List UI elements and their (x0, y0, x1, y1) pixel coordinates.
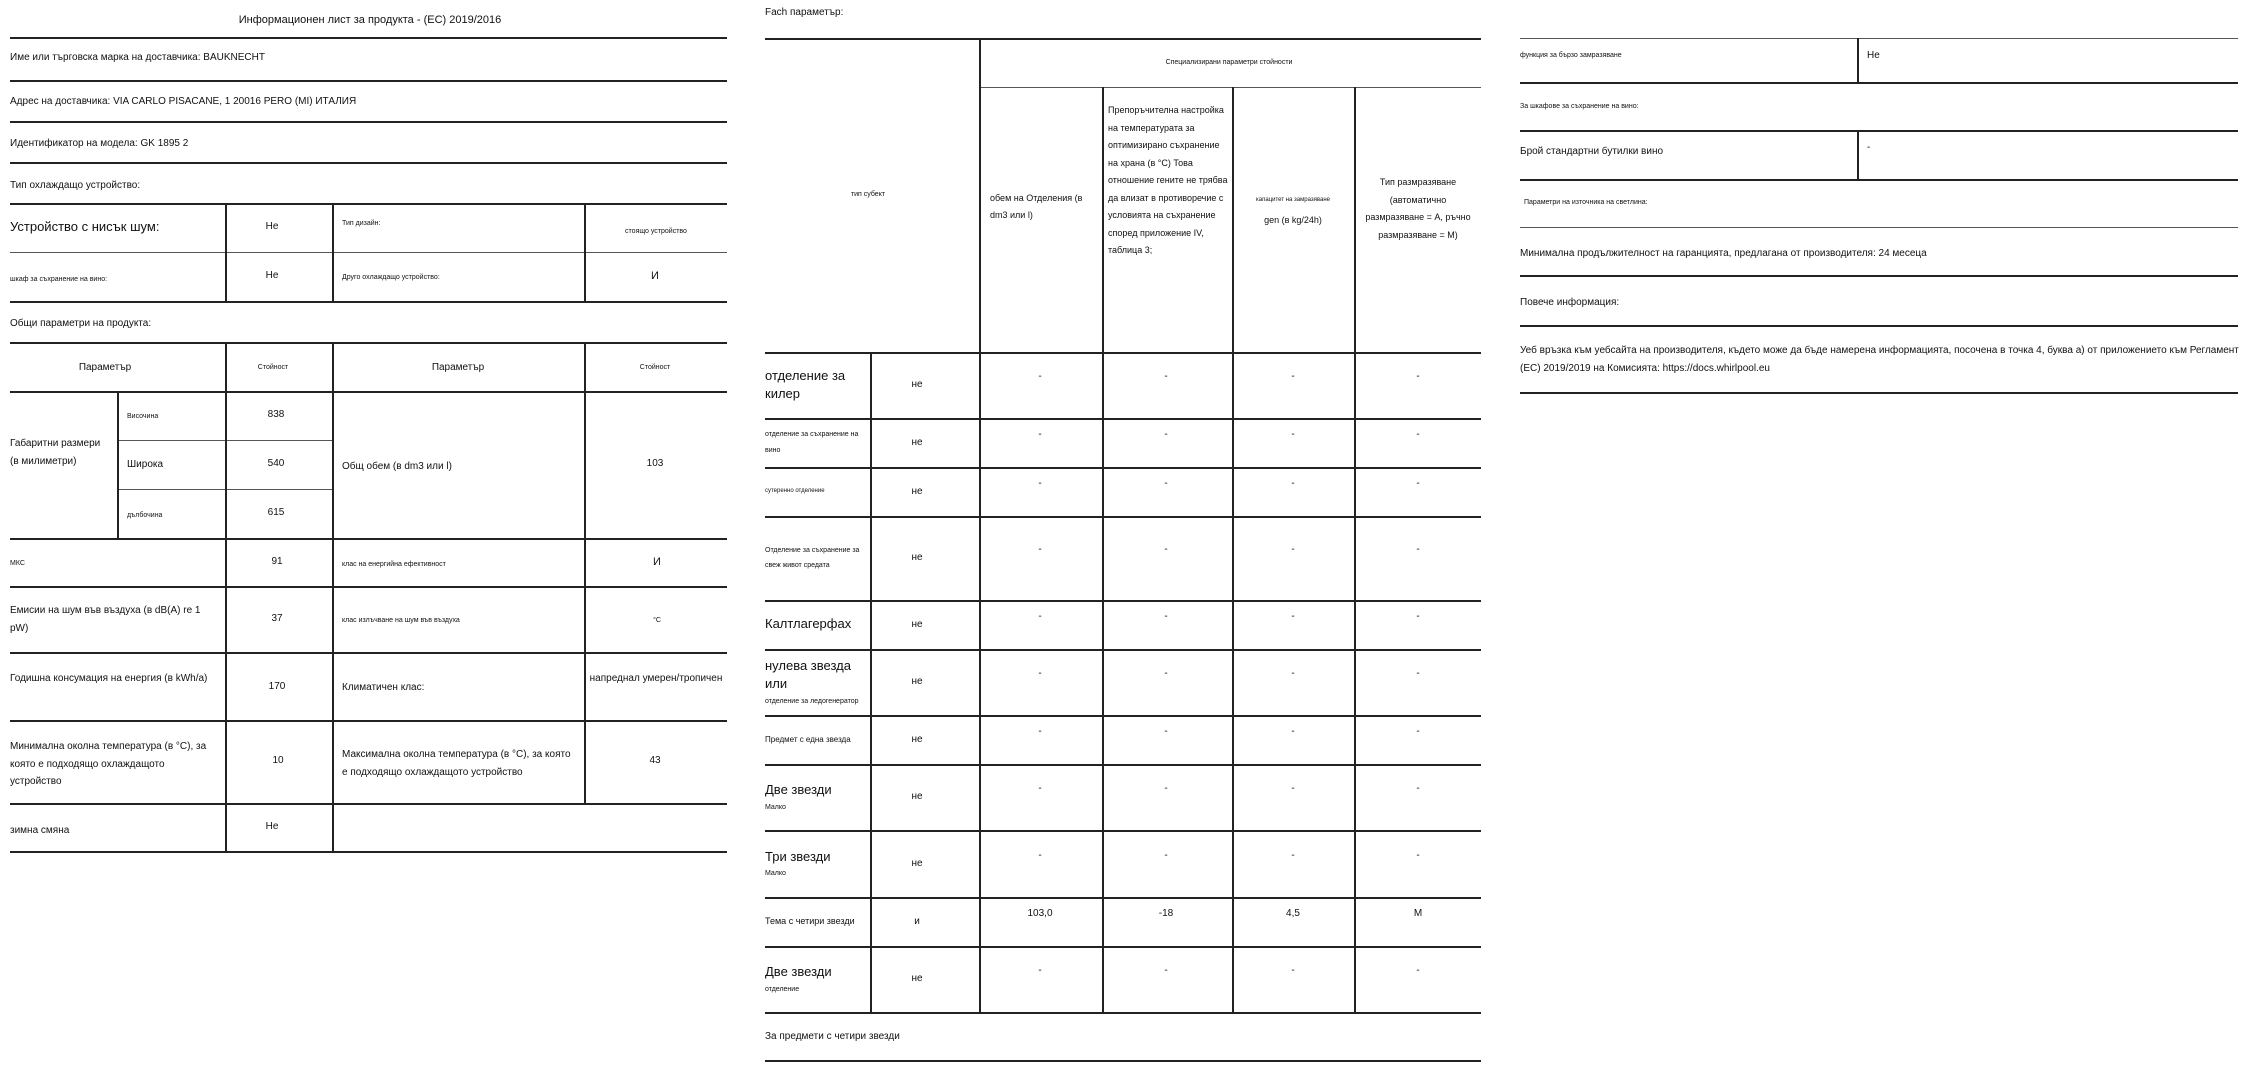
divider (1232, 87, 1234, 1012)
compartment-defrost: - (1416, 610, 1420, 622)
compartment-volume: - (1038, 965, 1042, 976)
wine-bottles-value: - (1867, 142, 1871, 153)
header-special-params: Специализирани параметри стойности (1165, 59, 1293, 66)
divider (765, 600, 1481, 602)
divider (1857, 130, 1859, 179)
header-freeze-capacity-small: капацитет на замразяване (1256, 197, 1330, 203)
supplier-name: Име или търговска марка на доставчика: BAUKNECHT (10, 52, 265, 63)
compartment-name: отделение за съхранение на вино (765, 431, 859, 454)
divider (1520, 179, 2238, 181)
divider (332, 203, 334, 301)
compartment-present: не (911, 379, 923, 390)
noise-class-label: клас излъчване на шум във въздуха (342, 617, 460, 624)
compartment-freeze: - (1291, 668, 1295, 679)
divider (765, 38, 1481, 40)
compartment-temp: - (1164, 610, 1168, 622)
compartment-defrost: - (1416, 477, 1420, 489)
divider (225, 203, 227, 301)
divider (1520, 325, 2238, 327)
divider (765, 897, 1481, 899)
header-parameter-2: Параметър (431, 362, 485, 373)
wine-bottles-label: Брой стандартни бутилки вино (1520, 146, 1664, 157)
header-temperature: Препоръчителна настройка на температурата за оптимизирано съхранение на храна (в °C) Това отношение гените не трябва да влизат в противоречие с условията на съхранение според приложение IV, таблица 3; (1108, 105, 1228, 256)
fast-freeze-value: Не (1867, 50, 1880, 61)
compartment-defrost: - (1416, 428, 1420, 440)
type-heading: Тип охлаждащо устройство: (10, 180, 141, 191)
compartment-defrost: - (1416, 371, 1420, 382)
compartment-temp: - (1164, 783, 1168, 794)
noise-emission-label: Емисии на шум във въздуха (в dB(A) re 1 pW) (10, 605, 201, 634)
min-temp-label: Минимална околна температура (в °C), за която е подходящо охлаждащото устройство (10, 741, 207, 787)
divider (10, 80, 727, 82)
divider (1102, 87, 1104, 1012)
divider (765, 1060, 1481, 1062)
compartment-subname: отделение за ледогенератор (765, 697, 859, 705)
compartment-name: Три звезди (765, 848, 831, 864)
compartment-name: сутеренно отделение (765, 487, 825, 494)
compartment-name-cell (765, 717, 869, 762)
divider (10, 803, 727, 805)
compartment-present: не (911, 973, 923, 984)
compartment-freeze: - (1291, 371, 1295, 382)
four-star-note: За предмети с четири звезди (765, 1031, 900, 1042)
light-source-heading: Параметри на източника на светлина: (1524, 199, 1648, 206)
compartment-present: и (914, 915, 920, 927)
compartment-temp: -18 (1158, 907, 1174, 919)
total-volume-value: 103 (646, 458, 664, 469)
divider (10, 652, 727, 654)
compartment-name-cell (765, 766, 869, 828)
depth-value: 615 (267, 507, 285, 518)
compartment-volume: - (1038, 610, 1042, 622)
compartment-name-cell (765, 469, 869, 514)
compartment-subname: отделение (765, 985, 800, 993)
other-device-value: И (651, 270, 659, 282)
compartment-volume: - (1038, 725, 1042, 737)
compartment-freeze: - (1291, 849, 1295, 861)
wine-cabinets-heading: За шкафове за съхранение на вино: (1520, 103, 1639, 110)
compartment-name-cell (765, 420, 869, 465)
winter-switch-value: Не (265, 821, 279, 832)
divider (1520, 275, 2238, 277)
manufacturer-web-link[interactable]: Уеб връзка към уебсайта на производителя, където може да бъде намерена информацията, посочена в точка 4, буква а) от приложението към Регламент (ЕС) 2019/2019 на Комисията: https://docs.whirlpool.eu (1520, 345, 2239, 374)
energy-class-value: И (653, 556, 661, 568)
compartment-name: отделение за килер (765, 367, 846, 401)
climate-class-value: напреднал умерен/тропичен (589, 673, 723, 684)
divider (584, 203, 586, 301)
more-info-heading: Повече информация: (1520, 297, 1620, 308)
compartment-volume: - (1038, 544, 1042, 555)
compartment-defrost: - (1416, 668, 1420, 679)
divider (332, 342, 334, 851)
divider (1520, 130, 2238, 132)
winter-switch-label: зимна смяна (10, 825, 70, 836)
divider (1857, 38, 1859, 82)
annual-energy-value: 170 (268, 681, 286, 692)
eei-label: МКС (10, 560, 25, 567)
low-noise-label: Устройство с нисък шум: (10, 219, 160, 234)
compartment-volume: - (1038, 428, 1042, 440)
height-label: Височина (127, 413, 159, 420)
divider (10, 162, 727, 164)
compartment-volume: - (1038, 477, 1042, 489)
divider (10, 538, 727, 540)
divider (765, 467, 1481, 469)
divider (10, 720, 727, 722)
compartment-defrost: M (1413, 907, 1423, 919)
max-temp-value: 43 (649, 755, 661, 766)
divider (1520, 227, 2238, 228)
noise-class-value: °C (653, 617, 661, 624)
compartment-temp: - (1164, 965, 1168, 976)
compartment-present: не (911, 436, 923, 448)
compartment-freeze: - (1291, 610, 1295, 622)
compartment-defrost: - (1416, 544, 1420, 555)
supplier-address: Адрес на доставчика: VIA CARLO PISACANE, 1 20016 PERO (MI) ИТАЛИЯ (10, 96, 357, 107)
divider (1520, 392, 2238, 394)
divider (765, 649, 1481, 651)
noise-emission-value: 37 (271, 613, 283, 624)
compartment-present: не (911, 676, 923, 687)
max-temp-label: Максимална околна температура (в °C), за която е подходящо охлаждащото устройство (342, 749, 571, 778)
compartment-defrost: - (1416, 849, 1420, 861)
header-value: Стойност (257, 364, 289, 371)
compartment-name: Тема с четири звезди (765, 915, 855, 926)
compartment-present: не (911, 618, 923, 630)
width-label: Широка (127, 459, 164, 470)
compartment-temp: - (1164, 477, 1168, 489)
compartment-name-cell (765, 948, 869, 1010)
header-value-2: Стойност (639, 364, 671, 371)
compartment-freeze: - (1291, 783, 1295, 794)
divider (765, 715, 1481, 717)
climate-class-label: Климатичен клас: (342, 682, 425, 693)
divider (10, 586, 727, 588)
compartment-subname: Малко (765, 803, 786, 811)
compartment-temp: - (1164, 849, 1168, 861)
width-value: 540 (267, 458, 285, 469)
fast-freeze-label: функция за бързо замразяване (1520, 52, 1622, 59)
compartment-freeze: 4,5 (1286, 907, 1300, 919)
divider (10, 37, 727, 39)
compartment-temp: - (1164, 371, 1168, 382)
compartment-freeze: - (1291, 428, 1295, 440)
low-noise-value: Не (265, 221, 279, 232)
compartment-defrost: - (1416, 783, 1420, 794)
compartment-present: не (911, 791, 923, 802)
compartment-freeze: - (1291, 965, 1295, 976)
divider (10, 851, 727, 853)
compartment-name: Отделение за съхранение за свеж живот средата (765, 546, 860, 569)
compartment-name: Две звезди (765, 964, 832, 980)
warranty-text: Минимална продължителност на гаранцията, предлагана от производителя: 24 месеца (1520, 248, 1927, 259)
wine-cabinet-value: Не (265, 270, 279, 281)
dimensions-label: Габаритни размери (в милиметри) (10, 438, 101, 467)
divider (10, 252, 727, 253)
divider (765, 352, 1481, 354)
header-compartment-type: тип субект (850, 191, 886, 198)
model-identifier: Идентификатор на модела: GK 1895 2 (10, 138, 189, 149)
min-temp-value: 10 (272, 755, 284, 766)
energy-class-label: клас на енергийна ефективност (342, 561, 446, 568)
eei-value: 91 (271, 556, 283, 567)
general-heading: Общи параметри на продукта: (10, 318, 152, 329)
divider (765, 1012, 1481, 1014)
compartment-defrost: - (1416, 725, 1420, 737)
compartment-defrost: - (1416, 965, 1420, 976)
divider (10, 203, 727, 205)
depth-label: дълбочина (127, 512, 163, 519)
compartment-name-cell (765, 518, 869, 598)
total-volume-label: Общ обем (в dm3 или l) (342, 461, 452, 472)
compartment-name-cell (765, 832, 869, 895)
divider (10, 301, 727, 303)
compartment-volume: - (1038, 371, 1042, 382)
annual-energy-label: Годишна консумация на енергия (в kWh/a) (10, 673, 208, 684)
design-value: стоящо устройство (625, 228, 687, 235)
divider (870, 352, 872, 1012)
divider (765, 830, 1481, 832)
compartment-freeze: - (1291, 544, 1295, 555)
compartment-subname: Малко (765, 870, 786, 877)
compartment-volume: - (1038, 849, 1042, 861)
compartment-temp: - (1164, 544, 1168, 555)
divider (979, 87, 1481, 88)
divider (10, 121, 727, 123)
compartment-temp: - (1164, 668, 1168, 679)
wine-cabinet-label: шкаф за съхранение на вино: (10, 276, 108, 283)
compartment-name: Предмет с една звезда (765, 734, 851, 744)
divider (117, 391, 119, 538)
divider (225, 342, 227, 851)
divider (765, 516, 1481, 518)
compartment-present: не (911, 733, 923, 745)
compartment-name: нулева звезда или (765, 658, 851, 692)
divider (979, 38, 981, 1012)
design-label: Тип дизайн: (342, 220, 381, 227)
compartment-name-cell (765, 899, 869, 944)
sheet-title: Информационен лист за продукта - (ЕС) 2019/2016 (238, 14, 502, 26)
header-defrost-type: Тип размразяване (автоматично размразяване = A, ръчно размразяване = M) (1365, 177, 1471, 240)
header-freeze-capacity: gen (в kg/24h) (1264, 215, 1322, 225)
divider (765, 418, 1481, 420)
compartment-present: не (911, 485, 923, 497)
divider (1520, 82, 2238, 84)
compartment-freeze: - (1291, 725, 1295, 737)
divider (1354, 87, 1356, 1012)
compartment-name: Две звезди (765, 782, 832, 798)
other-device-label: Друго охлаждащо устройство: (342, 274, 440, 281)
compartment-volume: - (1038, 783, 1042, 794)
compartment-volume: - (1038, 668, 1042, 679)
header-volume: обем на Отделения (в dm3 или l) (990, 193, 1083, 221)
compartment-name-cell (765, 651, 869, 713)
compartment-temp: - (1164, 428, 1168, 440)
compartment-name-cell (765, 354, 869, 416)
divider (765, 764, 1481, 766)
compartment-name: Калтлагерфах (765, 616, 852, 632)
compartment-freeze: - (1291, 477, 1295, 489)
compartment-name-cell (765, 602, 869, 647)
divider (10, 342, 727, 344)
compartment-volume: 103,0 (1027, 907, 1053, 919)
compartment-temp: - (1164, 725, 1168, 737)
divider (1520, 38, 2238, 39)
header-parameter: Параметър (78, 362, 132, 373)
compartment-heading: Fach параметър: (765, 7, 844, 18)
compartment-present: не (911, 552, 923, 563)
compartment-present: не (911, 857, 923, 869)
divider (765, 946, 1481, 948)
divider (584, 342, 586, 803)
height-value: 838 (267, 409, 285, 420)
